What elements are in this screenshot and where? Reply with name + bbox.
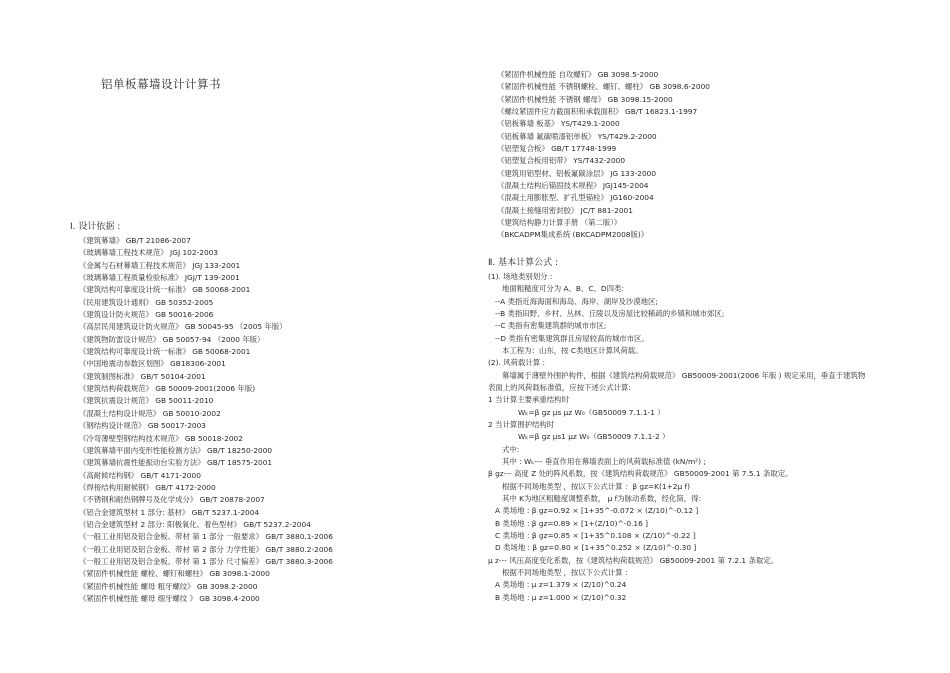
standard-ref-3: 《金属与石材幕墙工程技术规范》 JGJ 133-2001: [79, 260, 241, 270]
formula-line-23: D 类场地 : β gz=0.80 × [1+35^0.252 × (Z/10)^-0.30 ]: [495, 543, 697, 553]
formula-line-8: (2). 风荷载计算 :: [488, 358, 545, 368]
standard-ref-13: 《建筑结构荷载规范》 GB 50009-2001(2006 年版): [79, 384, 256, 394]
standard-ref-12: 《建筑制图标准》 GB/T 50104-2001: [79, 371, 206, 381]
standard-ref-25: 《一般工业用铝及铝合金板、带材 第 1 部分 一般要求》 GB/T 3880.1-2006: [79, 532, 333, 542]
formula-line-24: μ z--- 风压高度变化系数，按《建筑结构荷载规范》 GB50009-2001 第 7.2.1 条取定。: [488, 555, 779, 565]
standard-ref-19: 《建筑幕墙抗震性能振动台实验方法》 GB/T 18575-2001: [79, 458, 273, 468]
standard-ref-cont-3: 《紧固件机械性能 不锈钢 螺母》 GB 3098.15-2000: [497, 94, 673, 104]
formula-line-26: A 类场地 : μ z=1.379 × (Z/10)^0.24: [495, 580, 627, 590]
standard-ref-cont-1: 《紧固件机械性能 自攻螺钉》 GB 3098.5-2000: [497, 70, 659, 79]
standard-ref-30: 《紧固件机械性能 螺母 细牙螺纹 》 GB 3098.4-2000: [79, 593, 260, 603]
formula-line-17: β gz--- 高度 Z 处的阵风系数，按《建筑结构荷载规范》 GB50009-2001 第 7.5.1 条取定。: [488, 469, 793, 479]
standard-ref-10: 《建筑结构可靠度设计统一标准》 GB 50068-2001: [79, 347, 251, 357]
standard-ref-cont-14: 《BKCADPM集成系统 (BKCADPM2008版)》: [497, 230, 649, 240]
standard-ref-14: 《建筑抗震设计规范》 GB 50011-2010: [79, 396, 214, 406]
formula-line-10: 表面上的风荷载标准值，应按下述公式计算:: [488, 382, 631, 392]
formula-line-18: 根据不同场地类型 ，按以下公式计算 ：β gz=K(1+2μ f): [502, 481, 691, 491]
spacer: [488, 242, 908, 256]
standard-ref-22: 《不锈钢和耐热钢牌号及化学成分》 GB/T 20878-2007: [79, 495, 265, 505]
standards-list: [70, 235, 450, 605]
section-2-heading: Ⅱ. 基本计算公式 :: [488, 257, 559, 268]
formula-line-15: 式中:: [502, 444, 520, 454]
formula-line-1: (1). 场地类别划分 :: [488, 271, 553, 281]
standard-ref-cont-11: 《混凝土用膨胀型、扩孔型锚栓》 JG160-2004: [497, 193, 654, 203]
formula-line-27: B 类场地 : μ z=1.000 × (Z/10)^0.32: [495, 592, 627, 602]
standard-ref-18: 《建筑幕墙平面内变形性能检测方法》 GB/T 18250-2000: [79, 445, 273, 455]
standard-ref-21: 《焊接结构用耐候钢》 GB/T 4172-2000: [79, 482, 216, 492]
standard-ref-8: 《高层民用建筑设计防火规范》 GB 50045-95 （2005 年版）: [79, 322, 287, 332]
formula-line-12: Wₖ=β gz μs μz W₀（GB50009 7.1.1-1 ）: [518, 407, 665, 417]
standard-ref-6: 《民用建筑设计通则》 GB 50352-2005: [79, 297, 214, 307]
formula-line-25: 根据不同场地类型 ，按以下公式计算 :: [502, 568, 628, 578]
standard-ref-4: 《玻璃幕墙工程质量检验标准》 JGJ/T 139-2001: [79, 273, 240, 283]
formula-line-22: C 类场地 : β gz=0.85 × [1+35^0.108 × (Z/10)^-0.22 ]: [495, 531, 696, 541]
standard-ref-23: 《铝合金建筑型材 1 部分: 基材》 GB/T 5237.1-2004: [79, 507, 260, 517]
standard-ref-27: 《一般工业用铝及铝合金板、带材 第 1 部分 尺寸偏差》 GB/T 3880.3-2006: [79, 556, 333, 566]
standard-ref-24: 《铝合金建筑型材 2 部分: 阳极氧化、着色型材》 GB/T 5237.2-2004: [79, 519, 311, 529]
standard-ref-cont-10: 《混凝土结构后锚固技术规程》 JGJ145-2004: [497, 181, 649, 191]
left-column: [70, 220, 450, 605]
formula-section: [488, 271, 908, 604]
document-title: 铝单板幕墙设计计算书: [101, 77, 221, 91]
standard-ref-5: 《建筑结构可靠度设计统一标准》 GB 50068-2001: [79, 285, 251, 295]
standard-ref-cont-2: 《紧固件机械性能 不锈钢螺栓、螺钉、螺柱》 GB 3098.6-2000: [497, 82, 710, 92]
right-column: [488, 69, 908, 604]
formula-line-13: 2 当计算围护结构时: [488, 419, 555, 429]
standard-ref-cont-5: 《铝板幕墙 板基》 YS/T429.1-2000: [497, 119, 620, 129]
standard-ref-29: 《紧固件机械性能 螺母 粗牙螺纹》 GB 3098.2-2000: [79, 581, 258, 591]
standard-ref-cont-9: 《建筑用铝型材、铝板氟碳涂层》 JG 133-2000: [497, 168, 657, 178]
formula-line-3: --A 类指近海海面和海岛、海岸、湖岸及沙漠地区;: [495, 296, 658, 306]
standard-ref-cont-12: 《混凝土接缝用密封胶》 JC/T 881-2001: [497, 205, 633, 215]
section-1-heading: Ⅰ. 设计依据 :: [70, 222, 121, 232]
formula-line-5: --C 类指有密集建筑群的城市市区;: [495, 321, 607, 331]
standard-ref-17: 《冷弯薄壁型钢结构技术规范》 GB 50018-2002: [79, 433, 243, 443]
standard-ref-cont-4: 《螺纹紧固件应力截面积和承载面积》 GB/T 16823.1-1997: [497, 107, 698, 117]
formula-line-20: A 类场地 : β gz=0.92 × [1+35^-0.072 × (Z/10)^-0.12 ]: [495, 506, 699, 516]
standard-ref-7: 《建筑设计防火规范》 GB 50016-2006: [79, 310, 214, 320]
formula-line-6: --D 类指有密集建筑群且房屋较高的城市市区。: [495, 333, 649, 343]
standard-ref-20: 《高耐候结构钢》 GB/T 4171-2000: [79, 470, 201, 480]
formula-line-11: 1 当计算主要承重结构时: [488, 395, 569, 405]
standard-ref-16: 《钢结构设计规范》 GB 50017-2003: [79, 421, 206, 431]
standard-ref-15: 《混凝土结构设计规范》 GB 50010-2002: [79, 408, 221, 418]
standard-ref-cont-6: 《铝板幕墙 氟碳喷漆铝单板》 YS/T429.2-2000: [497, 131, 657, 141]
formula-line-7: 本工程为：山东，按 C类地区计算风荷载。: [502, 345, 643, 355]
standard-ref-26: 《一般工业用铝及铝合金板、带材 第 2 部分 力学性能》 GB/T 3880.2-2006: [79, 544, 333, 554]
standard-ref-11: 《中国地震动参数区划图》 GB18306-2001: [79, 359, 226, 369]
standard-ref-28: 《紧固件机械性能 螺栓、螺钉和螺柱》 GB 3098.1-2000: [79, 569, 270, 579]
standards-list-continued: [488, 69, 908, 242]
standard-ref-9: 《建筑物防雷设计规范》 GB 50057-94 （2000 年版）: [79, 334, 265, 344]
formula-line-9: 幕墙属于薄壁外围护构件，根据《建筑结构荷载规范》 GB50009-2001(2006 年版 ) 规定采用，垂直于建筑物: [502, 370, 866, 380]
standard-ref-2: 《玻璃幕墙工程技术规范》 JGJ 102-2003: [79, 248, 219, 258]
formula-line-21: B 类场地 : β gz=0.89 × [1+(Z/10)^-0.16 ]: [495, 518, 649, 528]
standard-ref-1: 《建筑幕墙》 GB/T 21086-2007: [79, 236, 191, 245]
formula-line-19: 其中 K为地区粗糙度调整系数， μ f为脉动系数，经化简，得:: [502, 494, 702, 503]
formula-line-14: Wₖ=β gz μs1 μz W₀（GB50009 7.1.1-2 ）: [518, 432, 670, 442]
formula-line-4: --B 类指田野、乡村、丛林、丘陵以及房屋比较稀疏的乡镇和城市郊区;: [495, 308, 725, 318]
formula-line-2: 地面粗糙度可分为 A、B、C、D四类:: [502, 284, 624, 294]
standard-ref-cont-7: 《铝塑复合板》 GB/T 17748-1999: [497, 144, 617, 154]
standard-ref-cont-8: 《铝塑复合板用铝带》 YS/T432-2000: [497, 156, 626, 166]
formula-line-16: 其中 : Wₖ--- 垂直作用在幕墙表面上的风荷载标准值 (kN/m²) ;: [502, 456, 706, 466]
standard-ref-cont-13: 《建筑结构静力计算手册 （第二版）》: [497, 218, 622, 228]
